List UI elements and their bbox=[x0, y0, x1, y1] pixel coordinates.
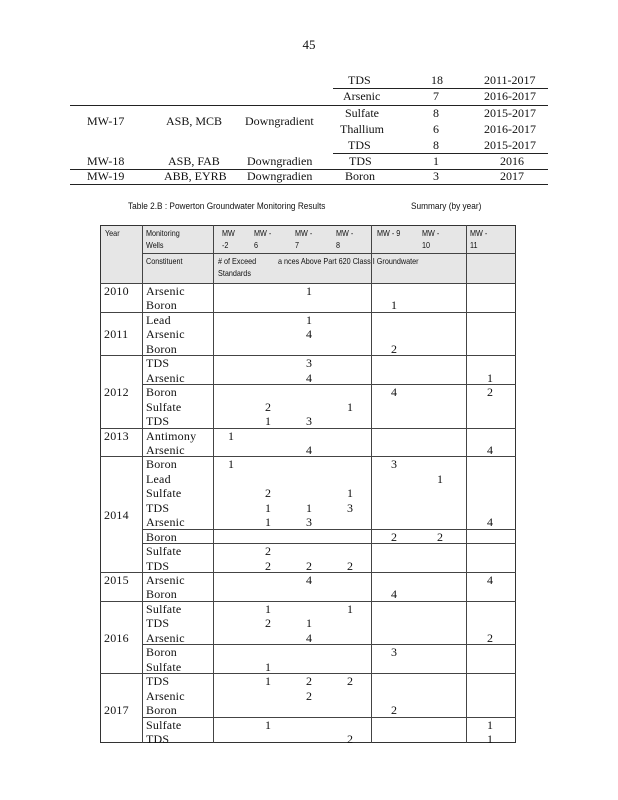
exceedance-count: 1 bbox=[487, 717, 493, 732]
exceedance-count: 4 bbox=[306, 630, 312, 645]
constituent-cell: Lead bbox=[146, 312, 171, 327]
exceedance-count: 2 bbox=[487, 385, 493, 400]
year-label: 2011 bbox=[104, 327, 129, 342]
param-cell: Boron bbox=[345, 169, 375, 183]
exceedance-count: 2 bbox=[347, 731, 353, 746]
exceedance-count: 2 bbox=[265, 544, 271, 559]
constituent-cell: TDS bbox=[146, 731, 170, 746]
count-cell: 1 bbox=[433, 154, 439, 168]
exceedance-count: 2 bbox=[487, 630, 493, 645]
exceedance-count: 1 bbox=[347, 601, 353, 616]
exceedance-count: 1 bbox=[306, 500, 312, 515]
constituent-cell: Boron bbox=[146, 341, 177, 356]
exceedance-count: 4 bbox=[391, 587, 397, 602]
header-divider bbox=[142, 253, 516, 254]
header-mw6: 6 bbox=[254, 240, 259, 250]
header-mw6: MW - bbox=[254, 228, 272, 238]
exceedance-count: 3 bbox=[306, 356, 312, 371]
exceedance-count: 2 bbox=[391, 341, 397, 356]
exceedance-count: 4 bbox=[487, 442, 493, 457]
header-mw7: 7 bbox=[295, 240, 300, 250]
exceedance-count: 3 bbox=[306, 515, 312, 530]
param-cell: TDS bbox=[348, 138, 371, 152]
row-divider bbox=[142, 543, 516, 544]
header-constituent: Constituent bbox=[146, 256, 183, 266]
constituent-cell: Arsenic bbox=[146, 515, 185, 530]
header-mw9: MW - 9 bbox=[377, 228, 401, 238]
constituent-cell: Boron bbox=[146, 529, 177, 544]
exceedance-count: 3 bbox=[306, 414, 312, 429]
header-standards: Standards bbox=[218, 268, 251, 278]
exceedance-count: 2 bbox=[347, 558, 353, 573]
year-label: 2010 bbox=[104, 284, 129, 298]
constituent-cell: Arsenic bbox=[146, 630, 185, 645]
constituent-cell: Arsenic bbox=[146, 327, 185, 342]
header-mw8: MW - bbox=[336, 228, 354, 238]
well-cell: MW-18 bbox=[87, 154, 125, 168]
exceedance-count: 1 bbox=[437, 471, 443, 486]
years-cell: 2016 bbox=[500, 154, 524, 168]
exceedance-count: 1 bbox=[265, 500, 271, 515]
exceedance-count: 2 bbox=[437, 529, 443, 544]
constituent-cell: Sulfate bbox=[146, 544, 182, 559]
exceedance-count: 1 bbox=[306, 312, 312, 327]
header-mw8: 8 bbox=[336, 240, 341, 250]
column-divider bbox=[466, 225, 467, 743]
exceedance-count: 2 bbox=[347, 674, 353, 689]
constituent-cell: Arsenic bbox=[146, 573, 185, 587]
source-cell: ASB, FAB bbox=[168, 154, 220, 168]
constituent-cell: TDS bbox=[146, 616, 170, 631]
header-wells: Wells bbox=[146, 240, 164, 250]
exceedance-count: 2 bbox=[265, 486, 271, 501]
param-cell: TDS bbox=[349, 154, 372, 168]
header-monitoring: Monitoring bbox=[146, 228, 180, 238]
page-number: 45 bbox=[302, 37, 316, 52]
column-divider bbox=[142, 225, 143, 743]
constituent-cell: Boron bbox=[146, 645, 177, 660]
source-cell: ABB, EYRB bbox=[164, 169, 227, 183]
constituent-cell: Lead bbox=[146, 471, 171, 486]
param-cell: Thallium bbox=[340, 122, 384, 136]
row-divider bbox=[142, 644, 516, 645]
constituent-cell: Boron bbox=[146, 385, 177, 400]
header-mw2: MW bbox=[222, 228, 235, 238]
year-label: 2014 bbox=[104, 507, 129, 522]
exceedance-count: 3 bbox=[347, 500, 353, 515]
exceedance-count: 2 bbox=[265, 616, 271, 631]
row-divider bbox=[142, 529, 516, 530]
exceedance-count: 2 bbox=[265, 399, 271, 414]
count-cell: 3 bbox=[433, 169, 439, 183]
exceedance-count: 1 bbox=[265, 674, 271, 689]
exceedance-count: 4 bbox=[391, 385, 397, 400]
gradient-cell: Downgradient bbox=[245, 114, 314, 128]
row-divider bbox=[142, 384, 516, 385]
exceedance-count: 3 bbox=[391, 457, 397, 472]
constituent-cell: TDS bbox=[146, 414, 170, 429]
exceedance-count: 4 bbox=[306, 370, 312, 385]
exceedance-count: 2 bbox=[306, 688, 312, 703]
exceedance-count: 2 bbox=[265, 558, 271, 573]
exceedance-count: 1 bbox=[306, 616, 312, 631]
exceedance-count: 1 bbox=[265, 717, 271, 732]
gradient-cell: Downgradien bbox=[247, 169, 313, 183]
param-cell: TDS bbox=[348, 73, 371, 87]
header-mw11: 11 bbox=[470, 240, 478, 250]
constituent-cell: Boron bbox=[146, 703, 177, 718]
constituent-cell: TDS bbox=[146, 558, 170, 573]
count-cell: 6 bbox=[433, 122, 439, 136]
constituent-cell: Arsenic bbox=[146, 284, 185, 298]
exceedance-count: 1 bbox=[265, 515, 271, 530]
header-exceedances: # of Exceed bbox=[218, 256, 257, 266]
years-cell: 2016-2017 bbox=[484, 89, 536, 103]
constituent-cell: Arsenic bbox=[146, 688, 185, 703]
exceedance-count: 1 bbox=[265, 659, 271, 674]
constituent-cell: TDS bbox=[146, 356, 170, 371]
count-cell: 7 bbox=[433, 89, 439, 103]
exceedance-count: 1 bbox=[487, 731, 493, 746]
column-divider bbox=[371, 225, 372, 743]
source-cell: ASB, MCB bbox=[166, 114, 223, 128]
count-cell: 18 bbox=[431, 73, 443, 87]
header-mw2: -2 bbox=[222, 240, 229, 250]
table-caption-summary: Summary (by year) bbox=[411, 201, 482, 211]
count-cell: 8 bbox=[433, 138, 439, 152]
param-cell: Arsenic bbox=[343, 89, 381, 103]
years-cell: 2015-2017 bbox=[484, 106, 536, 120]
exceedance-count: 3 bbox=[391, 645, 397, 660]
constituent-cell: Sulfate bbox=[146, 399, 182, 414]
header-mw10: 10 bbox=[422, 240, 431, 250]
constituent-cell: TDS bbox=[146, 500, 170, 515]
header-year: Year bbox=[105, 228, 120, 238]
exceedance-count: 1 bbox=[306, 284, 312, 298]
header-mw7: MW - bbox=[295, 228, 313, 238]
exceedance-count: 4 bbox=[306, 573, 312, 587]
exceedance-count: 4 bbox=[487, 515, 493, 530]
year-label: 2015 bbox=[104, 573, 129, 587]
exceedance-count: 1 bbox=[347, 486, 353, 501]
exceedance-count: 1 bbox=[228, 428, 234, 443]
exceedance-count: 2 bbox=[391, 703, 397, 718]
years-cell: 2017 bbox=[500, 169, 524, 183]
constituent-cell: Boron bbox=[146, 457, 177, 472]
exceedance-count: 4 bbox=[306, 442, 312, 457]
year-label: 2016 bbox=[104, 630, 129, 645]
constituent-cell: Boron bbox=[146, 587, 177, 602]
years-cell: 2016-2017 bbox=[484, 122, 536, 136]
exceedance-count: 1 bbox=[347, 399, 353, 414]
constituent-cell: Sulfate bbox=[146, 717, 182, 732]
years-cell: 2011-2017 bbox=[484, 73, 536, 87]
constituent-cell: TDS bbox=[146, 674, 170, 689]
exceedance-count: 4 bbox=[487, 573, 493, 587]
exceedance-count: 1 bbox=[228, 457, 234, 472]
years-cell: 2015-2017 bbox=[484, 138, 536, 152]
row-divider bbox=[142, 717, 516, 718]
well-cell: MW-17 bbox=[87, 114, 125, 128]
gradient-cell: Downgradien bbox=[247, 154, 313, 168]
table-caption: Table 2.B : Powerton Groundwater Monitoring Results bbox=[128, 201, 326, 211]
constituent-cell: Arsenic bbox=[146, 370, 185, 385]
constituent-cell: Sulfate bbox=[146, 659, 182, 674]
well-cell: MW-19 bbox=[87, 169, 125, 183]
exceedance-count: 2 bbox=[391, 529, 397, 544]
constituent-cell: Sulfate bbox=[146, 486, 182, 501]
exceedance-count: 2 bbox=[306, 674, 312, 689]
year-label: 2017 bbox=[104, 703, 129, 718]
constituent-cell: Boron bbox=[146, 298, 177, 313]
constituent-cell: Arsenic bbox=[146, 442, 185, 457]
param-cell: Sulfate bbox=[345, 106, 379, 120]
exceedance-count: 1 bbox=[265, 414, 271, 429]
exceedance-count: 4 bbox=[306, 327, 312, 342]
exceedance-count: 1 bbox=[265, 601, 271, 616]
count-cell: 8 bbox=[433, 106, 439, 120]
constituent-cell: Sulfate bbox=[146, 601, 182, 616]
header-exceedances: a nces Above Part 620 Class I Groundwater bbox=[278, 256, 419, 266]
exceedance-count: 1 bbox=[487, 370, 493, 385]
header-mw11: MW - bbox=[470, 228, 488, 238]
column-divider bbox=[213, 225, 214, 743]
exceedance-count: 1 bbox=[391, 298, 397, 313]
year-label: 2012 bbox=[104, 385, 129, 400]
constituent-cell: Antimony bbox=[146, 428, 197, 443]
year-label: 2013 bbox=[104, 428, 129, 443]
exceedance-count: 2 bbox=[306, 558, 312, 573]
header-mw10: MW - bbox=[422, 228, 440, 238]
